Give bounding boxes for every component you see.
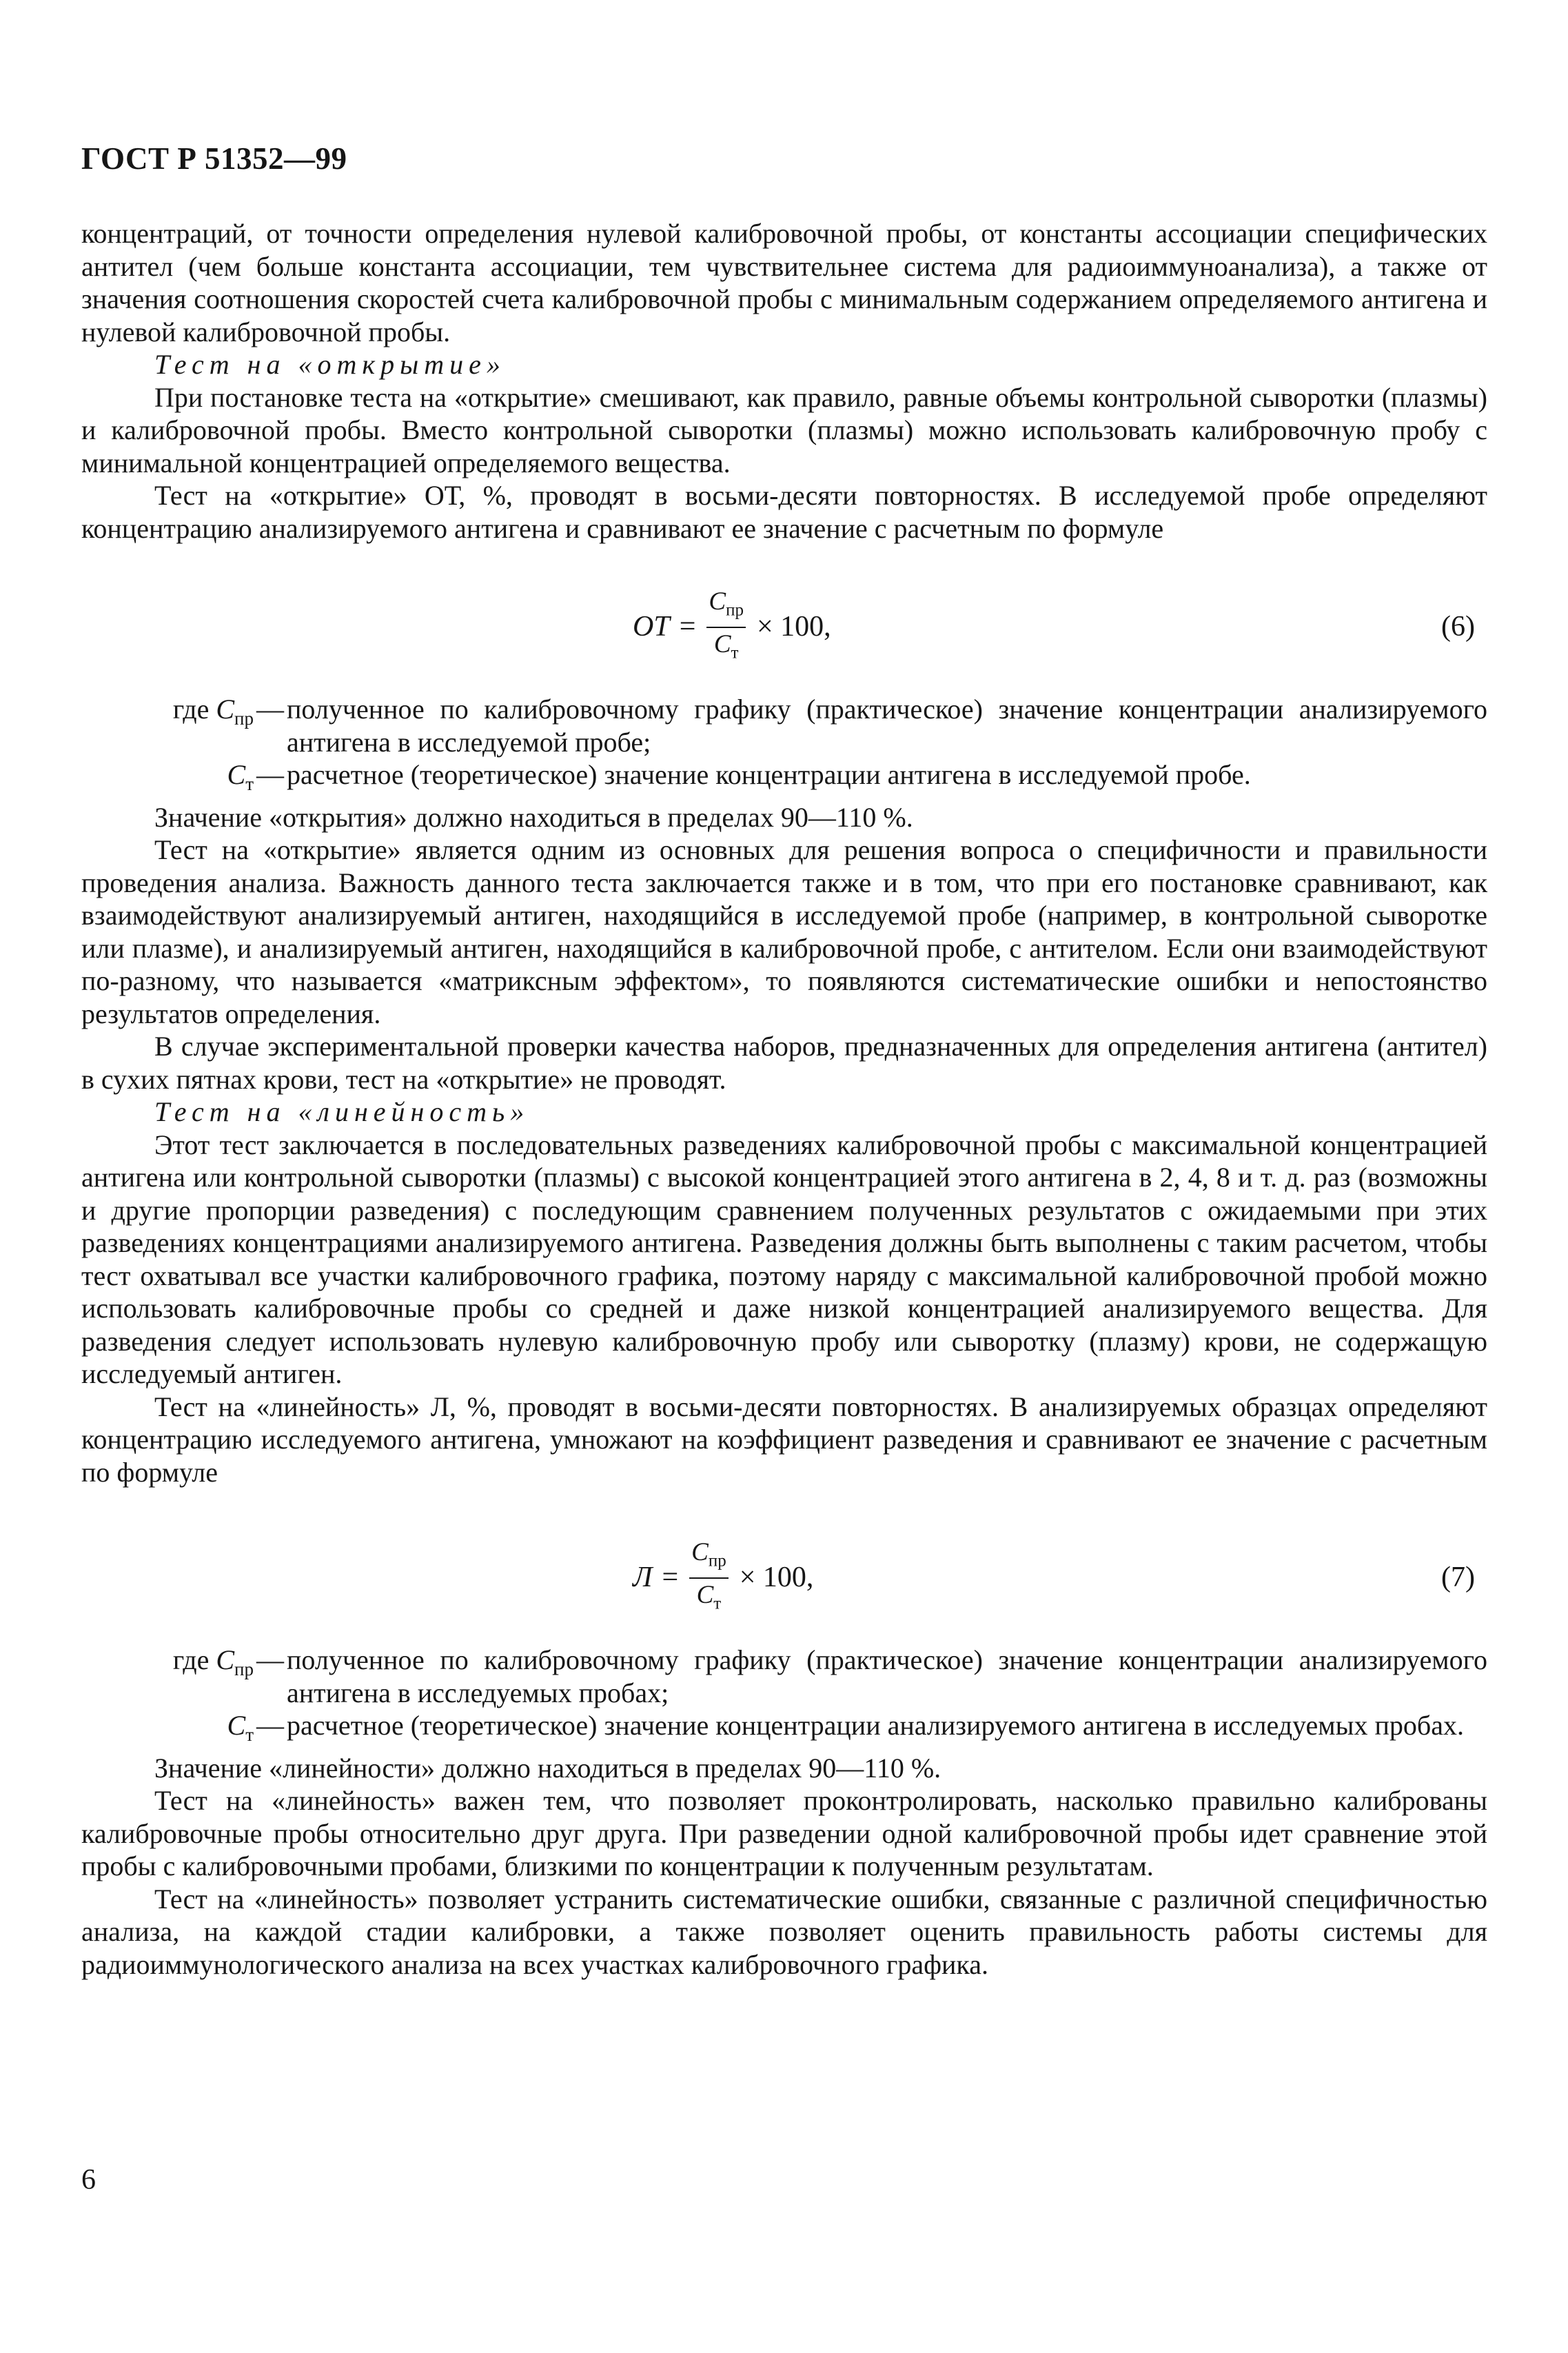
definition-row — [81, 693, 1487, 758]
formula-7-denominator: $С_т$ — [696, 1581, 722, 1613]
formula-6-lhs: ОТ — [633, 611, 670, 643]
definition-text: полученное по калибровочному графику (практическое) значение концентрации анализируемого антигена в исследуемой пробе; — [287, 694, 1487, 758]
formula-7-fraction — [689, 1538, 729, 1619]
page-number: 6 — [81, 2164, 96, 2196]
formula-7-numerator: $С_{пр}$ — [689, 1538, 729, 1579]
paragraph-3: Тест на «открытие» ОТ, %, проводят в восьми-десяти повторностях. В исследуемой пробе определяют концентрацию анализируемого антигена и сравнивают ее значение с расчетным по формуле — [81, 480, 1487, 544]
paragraph-7: Этот тест заключается в последовательных разведениях калибровочной пробы с максимальной концентрацией антигена или контрольной сыворотки (плазмы) с высокой концентрацией этого антигена в 2, 4, 8 и т. д. раз (возможны и другие пропорции разведения) с последующим сравнением полученных результатов с ожидаемыми при этих разведениях концентрациями анализируемого антигена. Разведения должны быть выполнены с таким расчетом, чтобы тест охватывал все участки калибровочного графика, поэтому наряду с максимальной калибровочной пробой можно использовать калибровочные пробы со средней и даже низкой концентрацией анализируемого вещества. Для разведения следует использовать нулевую калибровочную пробу или сыворотку (плазму) крови, не содержащую исследуемый антиген. — [81, 1129, 1487, 1389]
document-header: ГОСТ Р 51352—99 — [81, 141, 347, 176]
paragraph-1: концентраций, от точности определения нулевой калибровочной пробы, от константы ассоциации специфических антител (чем больше константа ассоциации, тем чувствительнее система для радиоиммуноанализа), а также от значения соотношения скоростей счета калибровочной пробы с минимальным содержанием определяемого антигена и нулевой калибровочной пробы. — [81, 218, 1487, 347]
formula-7-expression — [633, 1513, 813, 1644]
formula-7-equals: = — [662, 1562, 679, 1594]
definition-term: $С_т$ — [227, 759, 254, 794]
definition-row — [81, 1709, 1487, 1752]
formula-6-expression — [633, 562, 831, 693]
definition-dash: — — [256, 694, 284, 725]
formula-6-fraction — [706, 587, 746, 668]
formula-7-rhs: × 100, — [739, 1562, 814, 1594]
paragraph-6: В случае экспериментальной проверки качества наборов, предназначенных для определения антигена (антител) в сухих пятнах крови, тест на «открытие» не проводят. — [81, 1031, 1487, 1095]
page-body — [81, 217, 1487, 1981]
formula-6-definitions — [81, 693, 1487, 801]
paragraph-11: Тест на «линейность» позволяет устранить систематические ошибки, связанные с различной специфичностью анализа, на каждой стадии калибровки, а также позволяет оценить правильность работы системы для радиоиммунологического анализа на всех участках калибровочного графика. — [81, 1883, 1487, 1980]
definition-text: расчетное (теоретическое) значение концентрации антигена в исследуемой пробе. — [287, 759, 1251, 790]
formula-6-equals: = — [679, 611, 696, 643]
definition-term: где $С_{пр}$ — [172, 694, 254, 729]
definition-row — [81, 1644, 1487, 1709]
definition-dash: — — [256, 1644, 284, 1675]
formula-6 — [81, 562, 1487, 693]
formula-6-rhs: × 100, — [756, 611, 831, 643]
formula-7-definitions — [81, 1644, 1487, 1752]
definition-text: расчетное (теоретическое) значение концентрации анализируемого антигена в исследуемых пробах. — [287, 1710, 1464, 1741]
formula-6-number: (6) — [1441, 611, 1475, 643]
formula-7-lhs: Л — [633, 1562, 653, 1594]
paragraph-8: Тест на «линейность» Л, %, проводят в восьми-десяти повторностях. В анализируемых образцах определяют концентрацию исследуемого антигена, умножают на коэффициент разведения и сравнивают ее значение с расчетным по формуле — [81, 1391, 1487, 1488]
paragraph-10: Тест на «линейность» важен тем, что позволяет проконтролировать, насколько правильно калиброваны калибровочные пробы относительно друг друга. При разведении одной калибровочной пробы идет сравнение этой пробы с калибровочными пробами, близкими по концентрации к полученным результатам. — [81, 1785, 1487, 1881]
paragraph-2: При постановке теста на «открытие» смешивают, как правило, равные объемы контрольной сыворотки (плазмы) и калибровочной пробы. Вместо контрольной сыворотки (плазмы) можно использовать калибровочную пробу с минимальной концентрацией определяемого вещества. — [81, 381, 1487, 478]
formula-6-numerator: $С_{пр}$ — [706, 587, 746, 628]
formula-7 — [81, 1513, 1487, 1644]
section-heading-linearity: Тест на «линейность» — [154, 1096, 530, 1127]
definition-dash: — — [256, 759, 284, 790]
definition-term: $С_т$ — [227, 1710, 254, 1745]
paragraph-9: Значение «линейности» должно находиться в пределах 90—110 %. — [154, 1752, 941, 1784]
paragraph-5: Тест на «открытие» является одним из основных для решения вопроса о специфичности и правильности проведения анализа. Важность данного теста заключается также и в том, что при его постановке сравнивают, как взаимодействуют анализируемый антиген, находящийся в исследуемой пробе (например, в контрольной сыворотке или плазме), и анализируемый антиген, находящийся в калибровочной пробе, с антителом. Если они взаимодействуют по-разному, что называется «матриксным эффектом», то появляются систематические ошибки и непостоянство результатов определения. — [81, 834, 1487, 1029]
formula-6-denominator: $С_т$ — [713, 630, 739, 663]
definition-dash: — — [256, 1710, 284, 1741]
definition-row — [81, 758, 1487, 801]
definition-term: где $С_{пр}$ — [172, 1644, 254, 1679]
definition-text: полученное по калибровочному графику (практическое) значение концентрации анализируемого антигена в исследуемых пробах; — [287, 1644, 1487, 1708]
formula-7-number: (7) — [1441, 1562, 1475, 1594]
section-heading-discovery: Тест на «открытие» — [154, 349, 506, 380]
paragraph-4: Значение «открытия» должно находиться в пределах 90—110 %. — [154, 801, 913, 833]
